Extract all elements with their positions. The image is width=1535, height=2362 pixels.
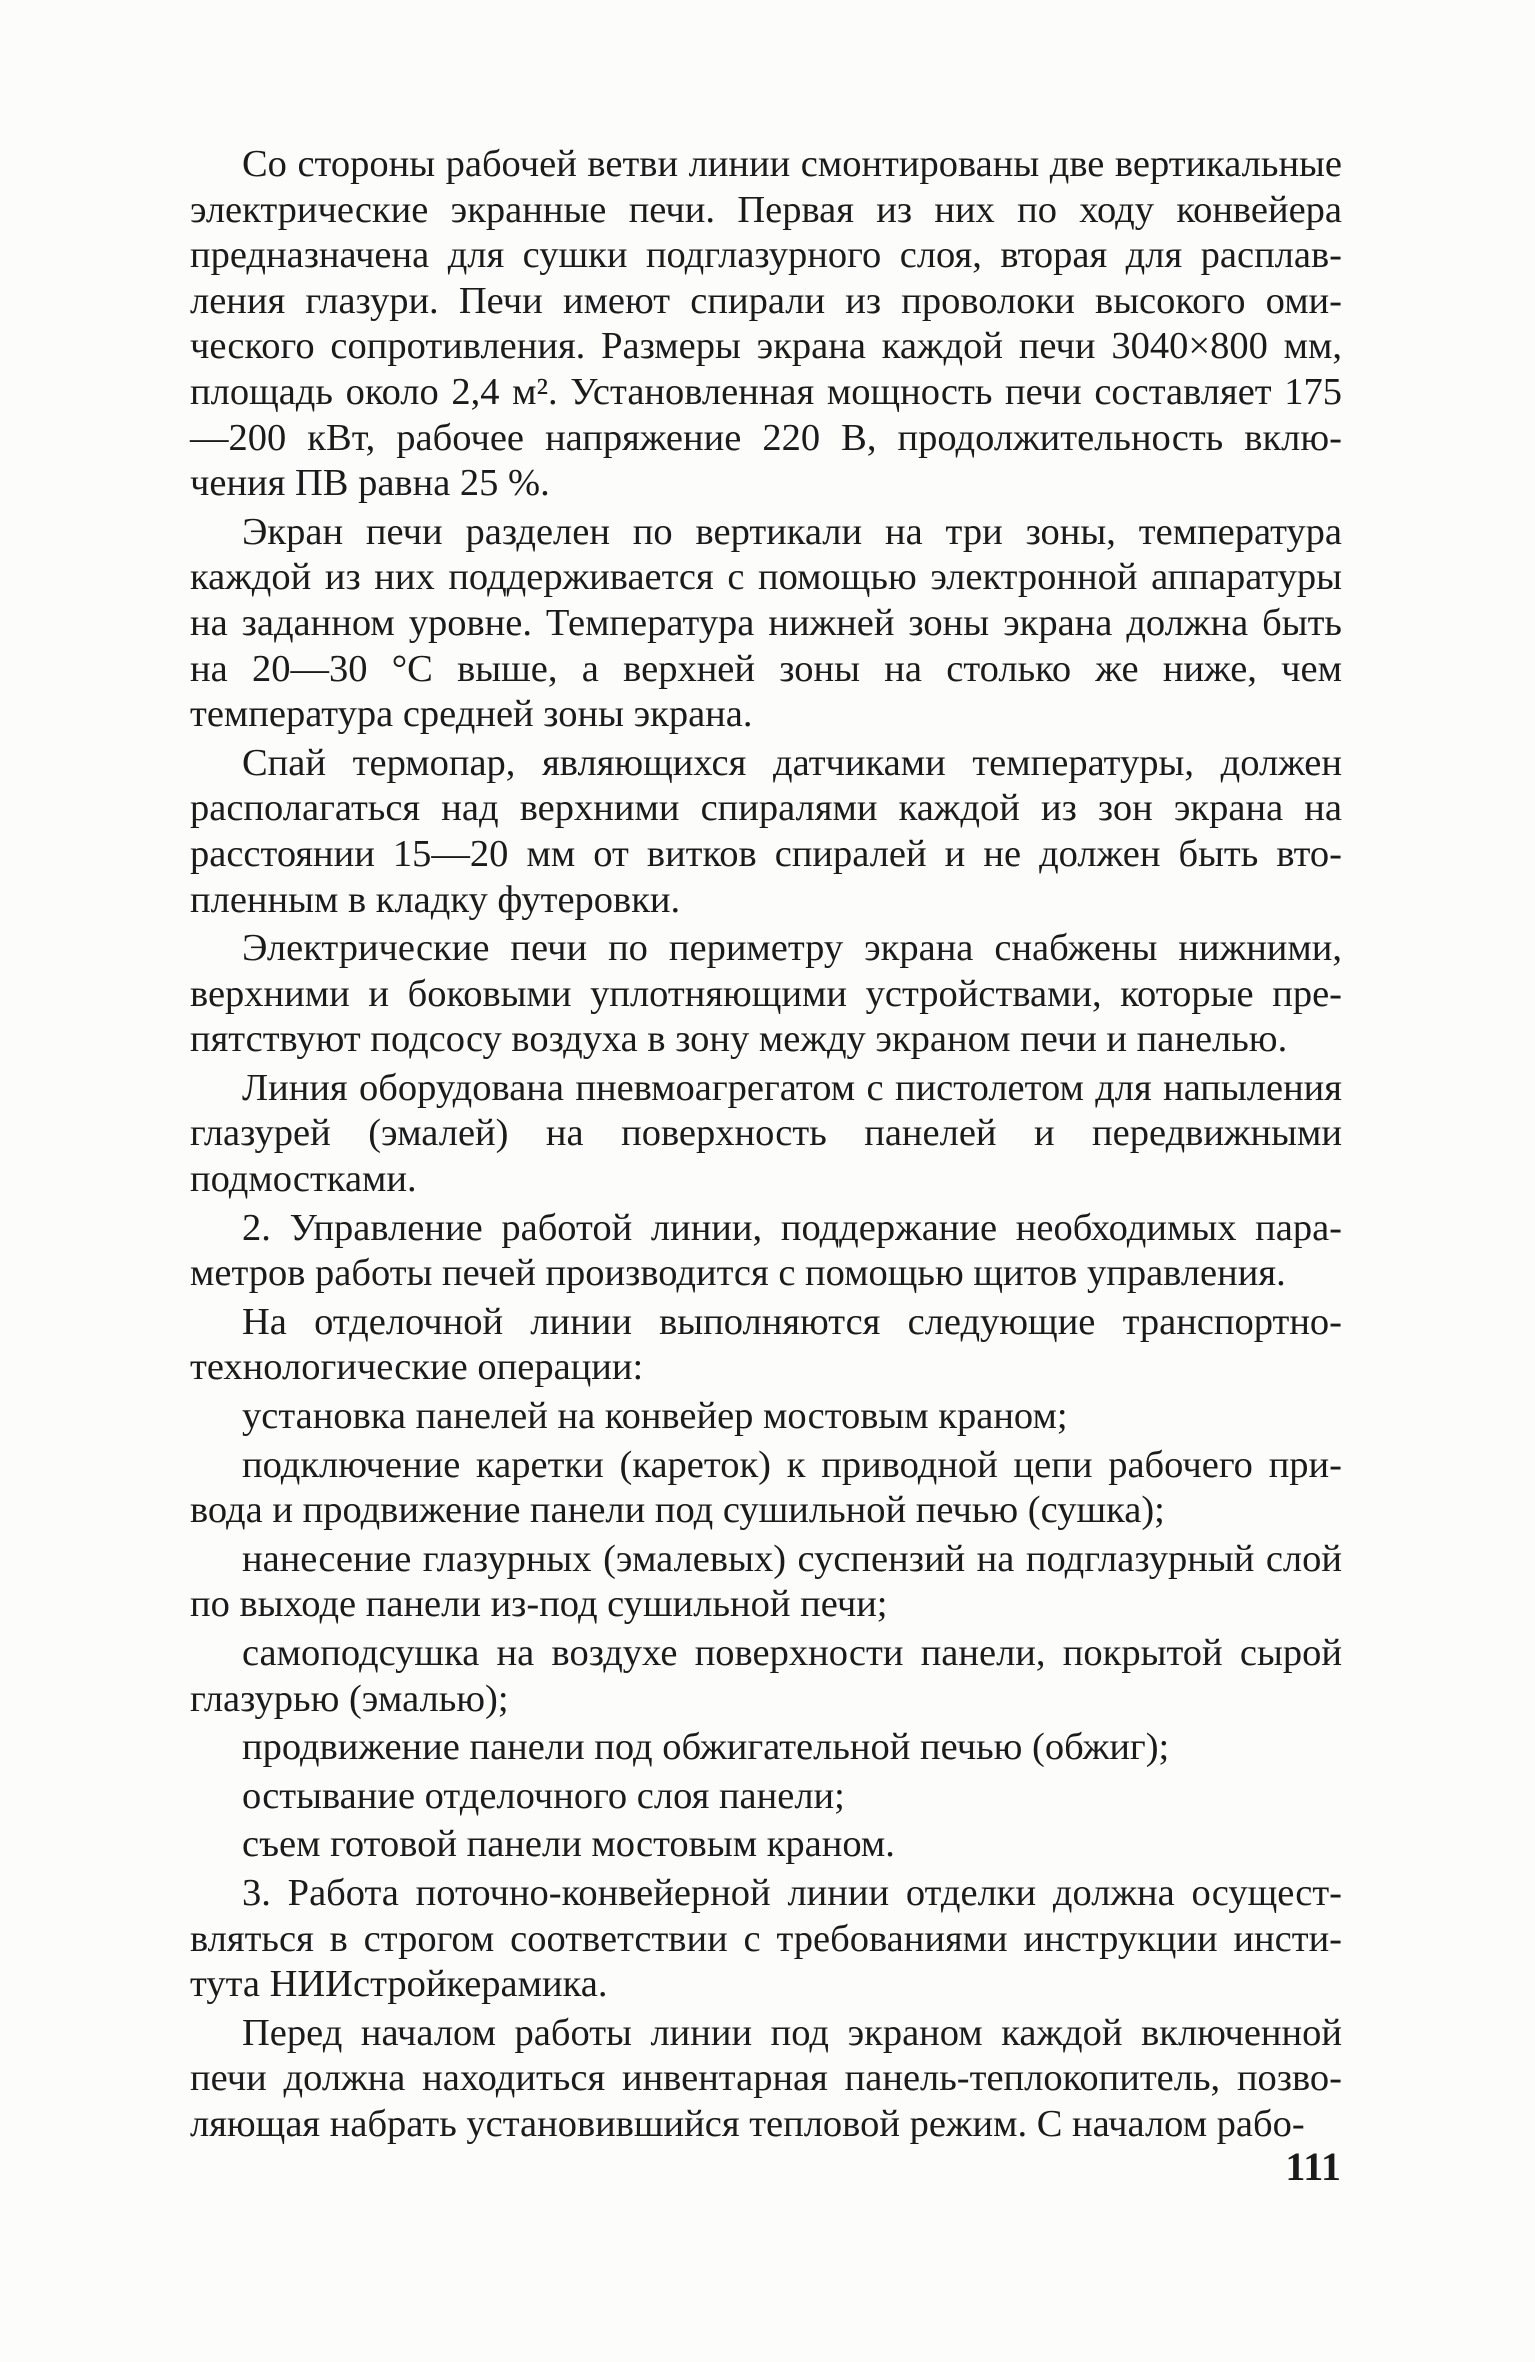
paragraph: Перед началом работы линии под экраном каждой включенной печи должна находиться инвентарная панель-теплокопитель, позволяющая набрать установившийся тепловой режим. С началом рабо-: [190, 2011, 1342, 2145]
list-item: подключение каретки (кареток) к приводной цепи рабочего привода и продвижение панели под сушильной печью (сушка);: [190, 1443, 1342, 1532]
paragraph: Со стороны рабочей ветви линии смонтированы две вертикальные электрические экранные печи. Первая из них по ходу конвейера предназначена для сушки подглазурного слоя, вторая для расплавления глазури. Печи имеют спирали из проволоки высокого омического сопротивления. Размеры экрана каждой печи 3040×800 мм, площадь около 2,4 м². Установленная мощность печи составляет 175—200 кВт, рабочее напряжение 220 В, продолжительность включения ПВ равна 25 %.: [190, 143, 1342, 505]
list-item: остывание отделочного слоя панели;: [242, 1774, 845, 1817]
list-item: съем готовой панели мостовым краном.: [242, 1823, 895, 1866]
paragraph: Линия оборудована пневмоагрегатом с пистолетом для напыления глазурей (эмалей) на поверхность панелей и передвижными подмостками.: [190, 1066, 1342, 1201]
paragraph: Спай термопар, являющихся датчиками температуры, должен располагаться над верхними спиралями каждой из зон экрана на расстоянии 15—20 мм от витков спиралей и не должен быть втопленным в кладку футеровки.: [190, 741, 1342, 921]
paragraph: На отделочной линии выполняются следующие транспортно-технологические операции:: [190, 1300, 1342, 1389]
list-item: нанесение глазурных (эмалевых) суспензий на подглазурный слой по выходе панели из-под сушильной печи;: [190, 1537, 1342, 1626]
paragraph: 2. Управление работой линии, поддержание необходимых параметров работы печей производится с помощью щитов управления.: [190, 1206, 1342, 1295]
list-item: самоподсушка на воздухе поверхности панели, покрытой сырой глазурью (эмалью);: [190, 1632, 1342, 1720]
list-item: продвижение панели под обжигательной печью (обжиг);: [242, 1726, 1170, 1769]
page-number: 111: [1285, 2144, 1341, 2189]
page-text: [190, 142, 1342, 2151]
paragraph: 3. Работа поточно-конвейерной линии отделки должна осуществляться в строгом соответствии с требованиями инструкции института НИИстройкерамика.: [190, 1871, 1342, 2006]
list-item: установка панелей на конвейер мостовым краном;: [242, 1395, 1068, 1438]
paragraph: Экран печи разделен по вертикали на три зоны, температура каждой из них поддерживается с помощью электронной аппаратуры на заданном уровне. Температура нижней зоны экрана должна быть на 20—30 °С выше, а верхней зоны на столько же ниже, чем температура средней зоны экрана.: [190, 510, 1342, 736]
paragraph: Электрические печи по периметру экрана снабжены нижними, верхними и боковыми уплотняющими устройствами, которые препятствуют подсосу воздуха в зону между экраном печи и панелью.: [190, 927, 1342, 1061]
